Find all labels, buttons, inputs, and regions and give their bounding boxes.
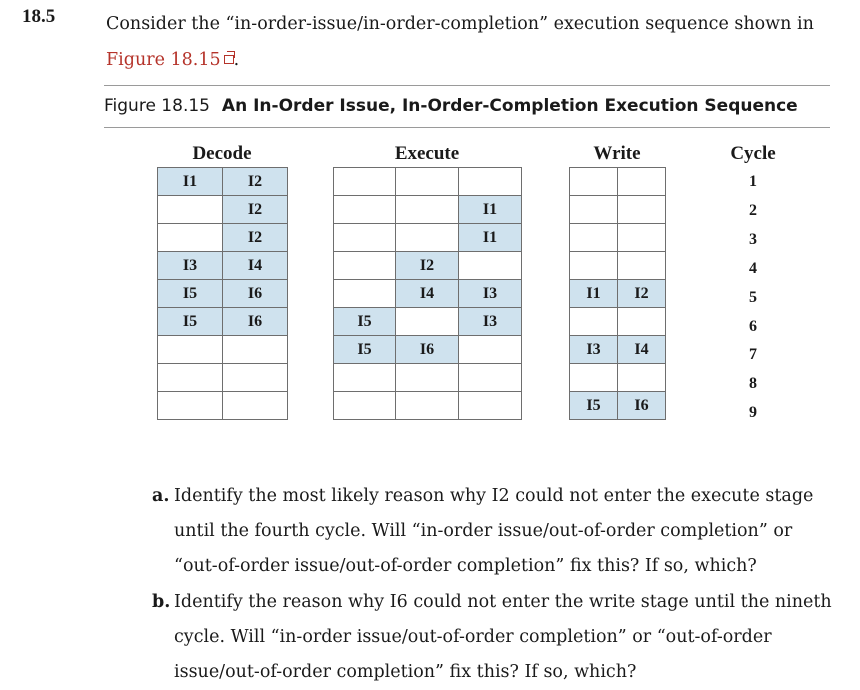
write-row (570, 252, 666, 280)
decode-cell: I4 (223, 252, 288, 280)
decode-empty-cell (158, 392, 223, 420)
execute-row (334, 392, 522, 420)
execute-row (334, 308, 522, 336)
figure-link-text[interactable]: Figure 18.15 (106, 50, 221, 70)
decode-header: Decode (192, 143, 252, 164)
external-link-icon (224, 55, 234, 64)
write-cell: I6 (618, 392, 666, 420)
question-a-label: a. (152, 486, 170, 506)
execute-empty-cell (459, 392, 522, 420)
intro-text: Consider the “in-order-issue/in-order-completion” execution sequence shown in (106, 14, 814, 34)
problem-number: 18.5 (22, 6, 56, 27)
cycle-number: 9 (749, 404, 757, 422)
decode-empty-cell (158, 364, 223, 392)
write-row (570, 196, 666, 224)
execute-empty-cell (396, 392, 459, 420)
decode-row (158, 224, 288, 252)
execute-cell: I1 (459, 224, 522, 252)
write-empty-cell (570, 308, 618, 336)
execute-row (334, 364, 522, 392)
execute-empty-cell (459, 168, 522, 196)
decode-cell: I3 (158, 252, 223, 280)
decode-row (158, 364, 288, 392)
cycle-number: 4 (749, 259, 757, 277)
write-empty-cell (618, 364, 666, 392)
execute-empty-cell (334, 196, 396, 224)
decode-row (158, 392, 288, 420)
decode-row (158, 196, 288, 224)
write-empty-cell (570, 224, 618, 252)
decode-cell: I6 (223, 308, 288, 336)
cycle-number: 2 (749, 201, 757, 219)
cycle-header: Cycle (730, 143, 776, 164)
write-header: Write (593, 143, 641, 164)
write-empty-cell (618, 308, 666, 336)
write-cell: I1 (570, 280, 618, 308)
execute-row (334, 336, 522, 364)
execute-cell: I4 (396, 280, 459, 308)
question-b-label: b. (152, 592, 171, 612)
question-b (152, 585, 832, 690)
execute-row (334, 280, 522, 308)
write-empty-cell (618, 168, 666, 196)
execute-empty-cell (334, 280, 396, 308)
figure-label: Figure 18.15 (104, 96, 210, 116)
decode-row (158, 308, 288, 336)
decode-row (158, 336, 288, 364)
write-cell: I3 (570, 336, 618, 364)
write-cell: I4 (618, 336, 666, 364)
write-empty-cell (618, 252, 666, 280)
execute-cell: I3 (459, 308, 522, 336)
execute-empty-cell (334, 224, 396, 252)
execute-cell: I1 (459, 196, 522, 224)
intro-suffix: . (233, 50, 240, 70)
execute-empty-cell (396, 308, 459, 336)
execute-cell: I2 (396, 252, 459, 280)
decode-cell: I5 (158, 280, 223, 308)
write-row (570, 308, 666, 336)
execute-empty-cell (396, 168, 459, 196)
question-b-text: Identify the reason why I6 could not enter the write stage until the nineth cycle. Will “in-order issue/out-of-order completion” or “out-of-order issue/out-of-order completion” fix this? If so, which? (174, 592, 832, 682)
figure-top-rule (104, 85, 830, 86)
execute-empty-cell (334, 392, 396, 420)
figure-title (104, 96, 798, 116)
decode-cell: I2 (223, 196, 288, 224)
execute-empty-cell (459, 336, 522, 364)
decode-empty-cell (158, 224, 223, 252)
write-cell: I2 (618, 280, 666, 308)
figure-caption: An In-Order Issue, In-Order-Completion Execution Sequence (221, 96, 798, 116)
execute-table (333, 167, 522, 420)
question-a (152, 479, 832, 584)
decode-empty-cell (158, 336, 223, 364)
execute-empty-cell (334, 364, 396, 392)
decode-row (158, 280, 288, 308)
problem-intro (106, 6, 846, 78)
write-row (570, 168, 666, 196)
write-row (570, 224, 666, 252)
cycle-number: 8 (749, 375, 757, 393)
cycle-number: 1 (749, 173, 757, 190)
execute-empty-cell (334, 252, 396, 280)
decode-cell: I6 (223, 280, 288, 308)
execute-row (334, 252, 522, 280)
cycle-number: 5 (749, 288, 757, 306)
execute-empty-cell (459, 364, 522, 392)
write-empty-cell (618, 224, 666, 252)
write-empty-cell (570, 168, 618, 196)
execute-empty-cell (396, 224, 459, 252)
decode-empty-cell (223, 336, 288, 364)
write-row (570, 364, 666, 392)
write-table (569, 167, 666, 420)
figure-link[interactable] (106, 50, 234, 70)
execute-empty-cell (396, 364, 459, 392)
execute-empty-cell (334, 168, 396, 196)
execute-row (334, 196, 522, 224)
decode-cell: I5 (158, 308, 223, 336)
write-empty-cell (618, 196, 666, 224)
decode-table (157, 167, 288, 420)
execute-empty-cell (459, 252, 522, 280)
cycle-number: 3 (749, 230, 757, 248)
write-empty-cell (570, 252, 618, 280)
decode-empty-cell (158, 196, 223, 224)
decode-cell: I2 (223, 224, 288, 252)
cycle-number: 6 (749, 317, 757, 335)
decode-cell: I1 (158, 168, 223, 196)
cycle-number: 7 (749, 346, 757, 364)
figure-bottom-rule (104, 127, 830, 128)
execute-cell: I5 (334, 336, 396, 364)
write-row (570, 280, 666, 308)
execute-header: Execute (394, 143, 460, 164)
write-row (570, 336, 666, 364)
decode-empty-cell (223, 392, 288, 420)
execute-cell: I5 (334, 308, 396, 336)
write-empty-cell (570, 364, 618, 392)
write-row (570, 392, 666, 420)
execute-cell: I6 (396, 336, 459, 364)
write-cell: I5 (570, 392, 618, 420)
decode-cell: I2 (223, 168, 288, 196)
execute-row (334, 224, 522, 252)
write-empty-cell (570, 196, 618, 224)
execute-row (334, 168, 522, 196)
decode-row (158, 168, 288, 196)
execute-cell: I3 (459, 280, 522, 308)
decode-empty-cell (223, 364, 288, 392)
decode-row (158, 252, 288, 280)
execute-empty-cell (396, 196, 459, 224)
question-a-text: Identify the most likely reason why I2 could not enter the execute stage until the fourth cycle. Will “in-order issue/out-of-order completion” or “out-of-order issue/out-of-order completion” fix this? If so, which? (174, 486, 814, 576)
